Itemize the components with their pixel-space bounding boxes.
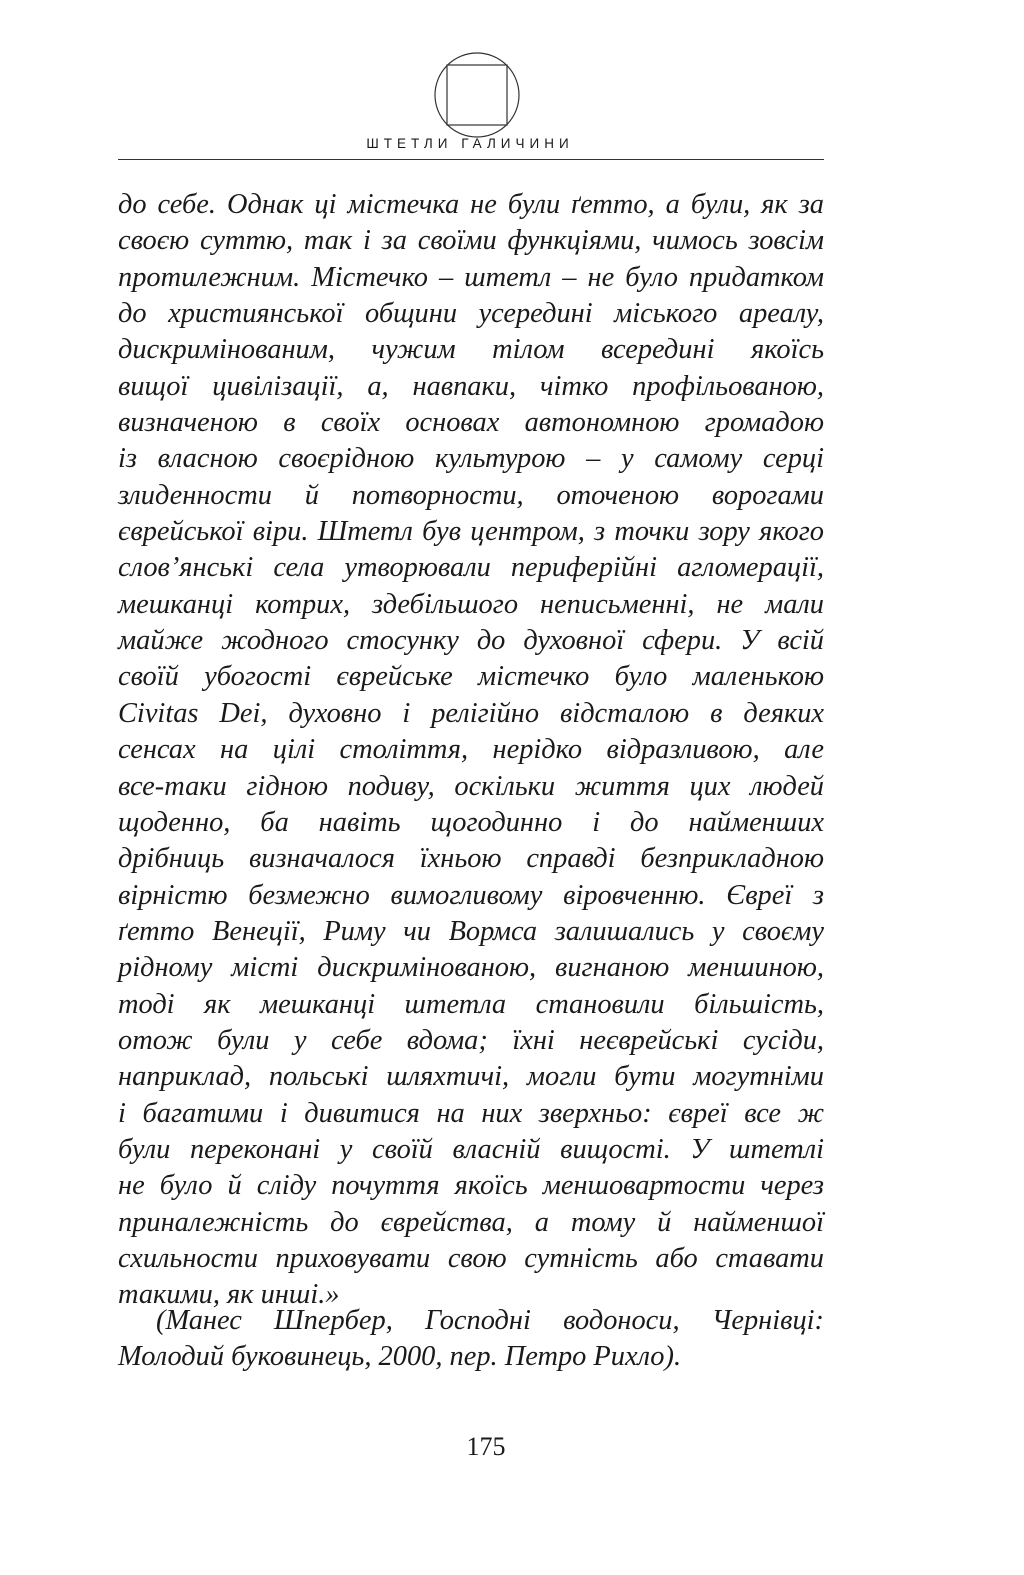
- text-line: не було й сліду почуття якоїсь меншовартости через: [118, 1170, 824, 1202]
- text-line: сенсах на цілі століття, нерідко відразливою, але: [118, 734, 824, 766]
- text-line: своєю суттю, так і за своїми функціями, чимось зовсім: [118, 225, 824, 257]
- text-line: тоді як мешканці штетла становили більшість,: [118, 988, 824, 1020]
- text-line: схильности приховувати свою сутність або ставати: [118, 1242, 824, 1274]
- text-line: вірністю безмежно вимогливому віровченню. Євреї з: [118, 879, 824, 911]
- text-line: рідному місті дискримінованою, вигнаною меншиною,: [118, 952, 824, 984]
- text-line: такими, як инші.»: [118, 1279, 340, 1311]
- text-line: вищої цивілізації, а, навпаки, чітко профільованою,: [118, 370, 824, 402]
- citation-line: Молодий буковинець, 2000, пер. Петро Рихло).: [118, 1341, 682, 1373]
- text-line: до християнської общини усередині міського ареалу,: [118, 298, 824, 330]
- header-rule: [118, 159, 824, 160]
- citation: [118, 1303, 824, 1376]
- citation-line: (Манес Шпербер, Господні водоноси, Чернівці:: [156, 1305, 824, 1336]
- text-line: дискримінованим, чужим тілом всередині якоїсь: [118, 334, 824, 366]
- text-line: були переконані у своїй власній вищості. У штетлі: [118, 1133, 824, 1165]
- text-line: протилежним. Містечко – штетл – не було придатком: [118, 261, 824, 293]
- body-paragraph: [118, 187, 824, 1314]
- text-line: до себе. Однак ці містечка не були ґетто, а були, як за: [118, 189, 824, 220]
- text-line: злиденности й потворности, оточеною ворогами: [118, 479, 824, 511]
- text-line: Civitas Dei, духовно і релігійно відсталою в деяких: [118, 697, 824, 729]
- text-line: дрібниць визначалося їхньою справді безприкладною: [118, 843, 824, 875]
- text-line: своїй убогості єврейське містечко було маленькою: [118, 661, 824, 693]
- text-line: отож були у себе вдома; їхні неєврейські сусіди,: [118, 1024, 824, 1056]
- text-line: ґетто Венеції, Риму чи Вормса залишались у своєму: [118, 915, 824, 947]
- text-line: щоденно, ба навіть щогодинно і до найменших: [118, 806, 824, 838]
- text-line: майже жодного стосунку до духовної сфери. У всій: [118, 625, 824, 657]
- running-head: ШТЕТЛИ ГАЛИЧИНИ: [366, 136, 574, 151]
- text-line: наприклад, польські шляхтичі, могли бути могутніми: [118, 1061, 824, 1093]
- text-line: приналежність до єврейства, а тому й найменшої: [118, 1206, 824, 1238]
- text-line: із власною своєрідною культурою – у самому серці: [118, 443, 824, 475]
- text-line: все-таки гідною подиву, оскільки життя цих людей: [118, 770, 824, 802]
- text-line: мешканці котрих, здебільшого неписьменні, не мали: [118, 588, 824, 620]
- text-line: єврейської віри. Штетл був центром, з точки зору якого: [118, 516, 824, 548]
- text-line: слов’янські села утворювали периферійні агломерації,: [118, 552, 824, 584]
- circle-square-emblem-icon: [432, 50, 522, 140]
- page-number: 175: [466, 1432, 506, 1461]
- text-line: і багатими і дивитися на них зверхньо: євреї все ж: [118, 1097, 824, 1129]
- text-line: визначеною в своїх основах автономною громадою: [118, 407, 824, 439]
